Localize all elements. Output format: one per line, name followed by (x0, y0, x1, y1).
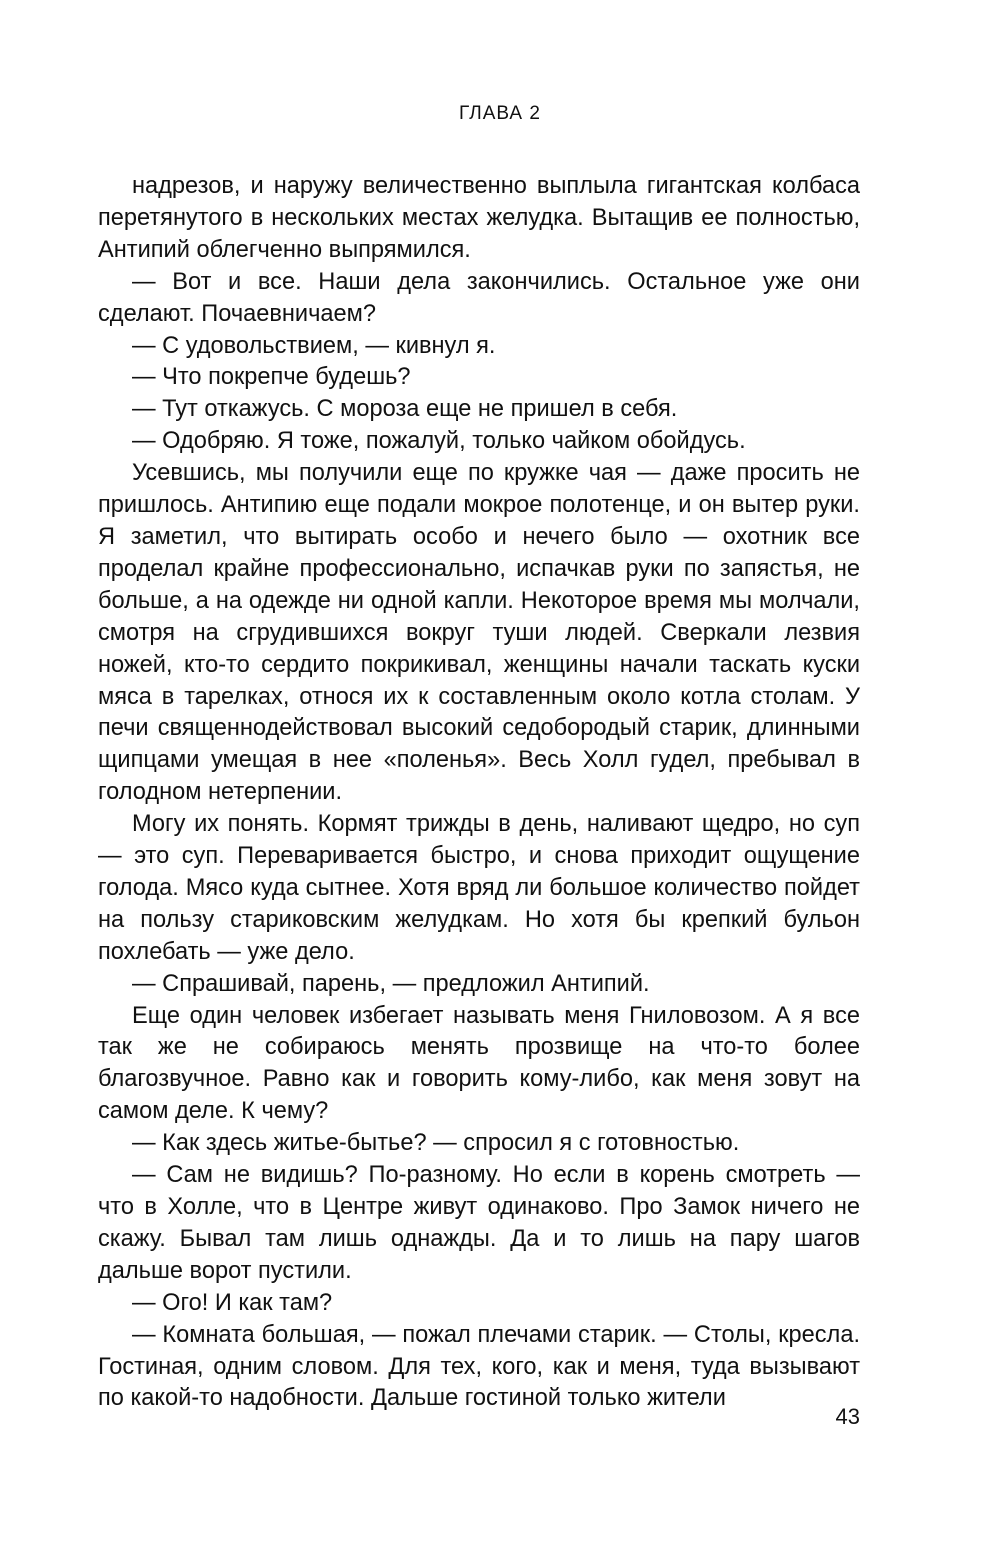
running-head: ГЛАВА 2 (459, 103, 541, 124)
paragraph-11: — Как здесь житье-бытье? — спросил я с готовностью. (132, 1130, 740, 1157)
paragraph-4: — Что покрепче будешь? (132, 364, 411, 391)
paragraph-7: Усевшись, мы получили еще по кружке чая — даже просить не пришлось. Антипию еще подали мокрое полотенце, и он вытер руки. Я заметил, что вытирать особо и нечего было — охотник все проделал крайне профессионально, испачкав руки по запястья, не больше, а на одежде ни одной капли. Некоторое время мы молчали, смотря на сгрудившихся вокруг туши людей. Сверкали лезвия ножей, кто-то сердито покрикивал, женщины начали таскать куски мяса в тарелках, относя их к составленным около котла столам. У печи священнодействовал высокий седобородый старик, длинными щипцами умещая в нее «поленья». Весь Холл гудел, пребывал в голодном нетерпении. (98, 460, 860, 806)
body-text (98, 171, 860, 1415)
paragraph-2: — Вот и все. Наши дела закончились. Остальное уже они сделают. Почаевничаем? (98, 268, 860, 327)
paragraph-9: — Спрашивай, парень, — предложил Антипий. (132, 970, 650, 997)
paragraph-6: — Одобряю. Я тоже, пожалуй, только чайком обойдусь. (132, 428, 746, 455)
paragraph-12: — Сам не видишь? По-разному. Но если в корень смотреть — что в Холле, что в Центре живут одинаково. Про Замок ничего не скажу. Бывал там лишь однажды. Да и то лишь на пару шагов дальше ворот пустили. (98, 1162, 860, 1284)
paragraph-14: — Комната большая, — пожал плечами старик. — Столы, кресла. Гостиная, одним словом. Для тех, кого, как и меня, туда вызывают по какой-то надобности. Дальше гостиной только жители (98, 1321, 860, 1412)
paragraph-10: Еще один человек избегает называть меня Гниловозом. А я все так же не собираюсь менять прозвище на что-то более благозвучное. Равно как и говорить кому-либо, как меня зовут на самом деле. К чему? (98, 1002, 860, 1125)
paragraph-5: — Тут откажусь. С мороза еще не пришел в себя. (132, 396, 678, 423)
paragraph-8: Могу их понять. Кормят трижды в день, наливают щедро, но суп — это суп. Переваривается быстро, и снова приходит ощущение голода. Мясо куда сытнее. Хотя вряд ли большое количество пойдет на пользу стариковским желудкам. Но хотя бы крепкий бульон похлебать — уже дело. (98, 811, 860, 965)
paragraph-3: — С удовольствием, — кивнул я. (132, 332, 496, 359)
page-number: 43 (835, 1404, 860, 1429)
paragraph-1: надрезов, и наружу величественно выплыла гигантская колбаса перетянутого в нескольких местах желудка. Вытащив ее полностью, Антипий облегченно выпрямился. (98, 173, 860, 263)
paragraph-13: — Ого! И как там? (132, 1289, 333, 1316)
